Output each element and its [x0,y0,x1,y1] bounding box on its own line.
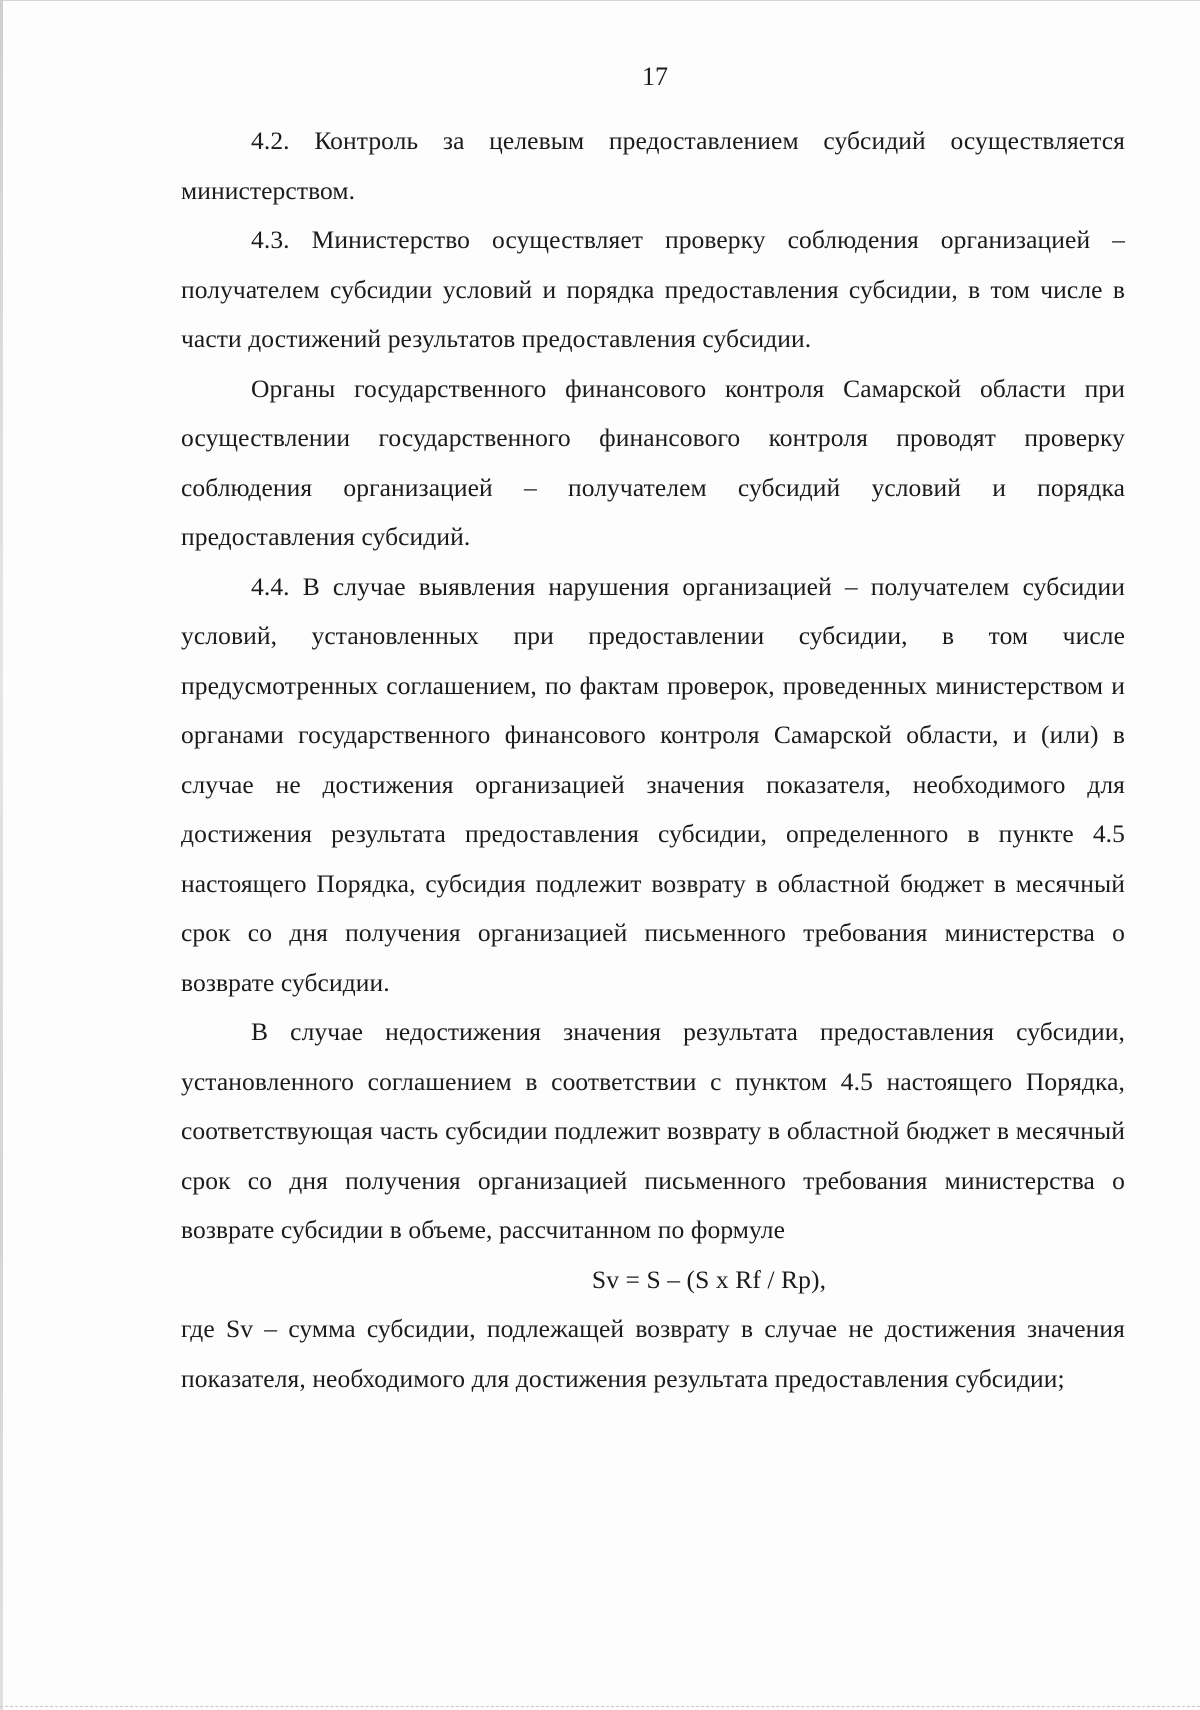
paragraph-4-4: 4.4. В случае выявления нарушения организацией – получателем субсидии условий, установленных при предоставлении субсидии, в том числе предусмотренных соглашением, по фактам проверок, проведенных министерством и органами государственного финансового контроля Самарской области, и (или) в случае не достижения организацией значения показателя, необходимого для достижения результата предоставления субсидии, определенного в пункте 4.5 настоящего Порядка, субсидия подлежит возврату в областной бюджет в месячный срок со дня получения организацией письменного требования министерства о возврате субсидии. [181,571,1125,997]
paragraph-financial-control: Органы государственного финансового контроля Самарской области при осуществлении государственного финансового контроля проводят проверку соблюдения организацией – получателем субсидий условий и порядка предоставления субсидий. [181,373,1125,551]
scan-edge-left [0,0,3,1710]
return-formula: Sv = S – (S x Rf / Rp), [591,1264,827,1294]
document-body [181,116,1125,1403]
formula-explanation: где Sv – сумма субсидии, подлежащей возврату в случае не достижения значения показателя, необходимого для достижения результата предоставления субсидии; [181,1314,1125,1393]
scan-edge-bottom [0,1706,1200,1708]
paragraph-underachievement: В случае недостижения значения результата предоставления субсидии, установленного соглашением в соответствии с пунктом 4.5 настоящего Порядка, соответствующая часть субсидии подлежит возврату в областной бюджет в месячный срок со дня получения организацией письменного требования министерства о возврате субсидии в объеме, рассчитанном по формуле [181,1017,1125,1244]
paragraph-4-3: 4.3. Министерство осуществляет проверку соблюдения организацией – получателем субсидии условий и порядка предоставления субсидии, в том числе в части достижений результатов предоставления субсидии. [181,225,1125,353]
page-number: 17 [642,62,668,91]
paragraph-4-2: 4.2. Контроль за целевым предоставлением субсидий осуществляется министерством. [181,126,1125,205]
scan-edge-top [0,0,1200,1]
